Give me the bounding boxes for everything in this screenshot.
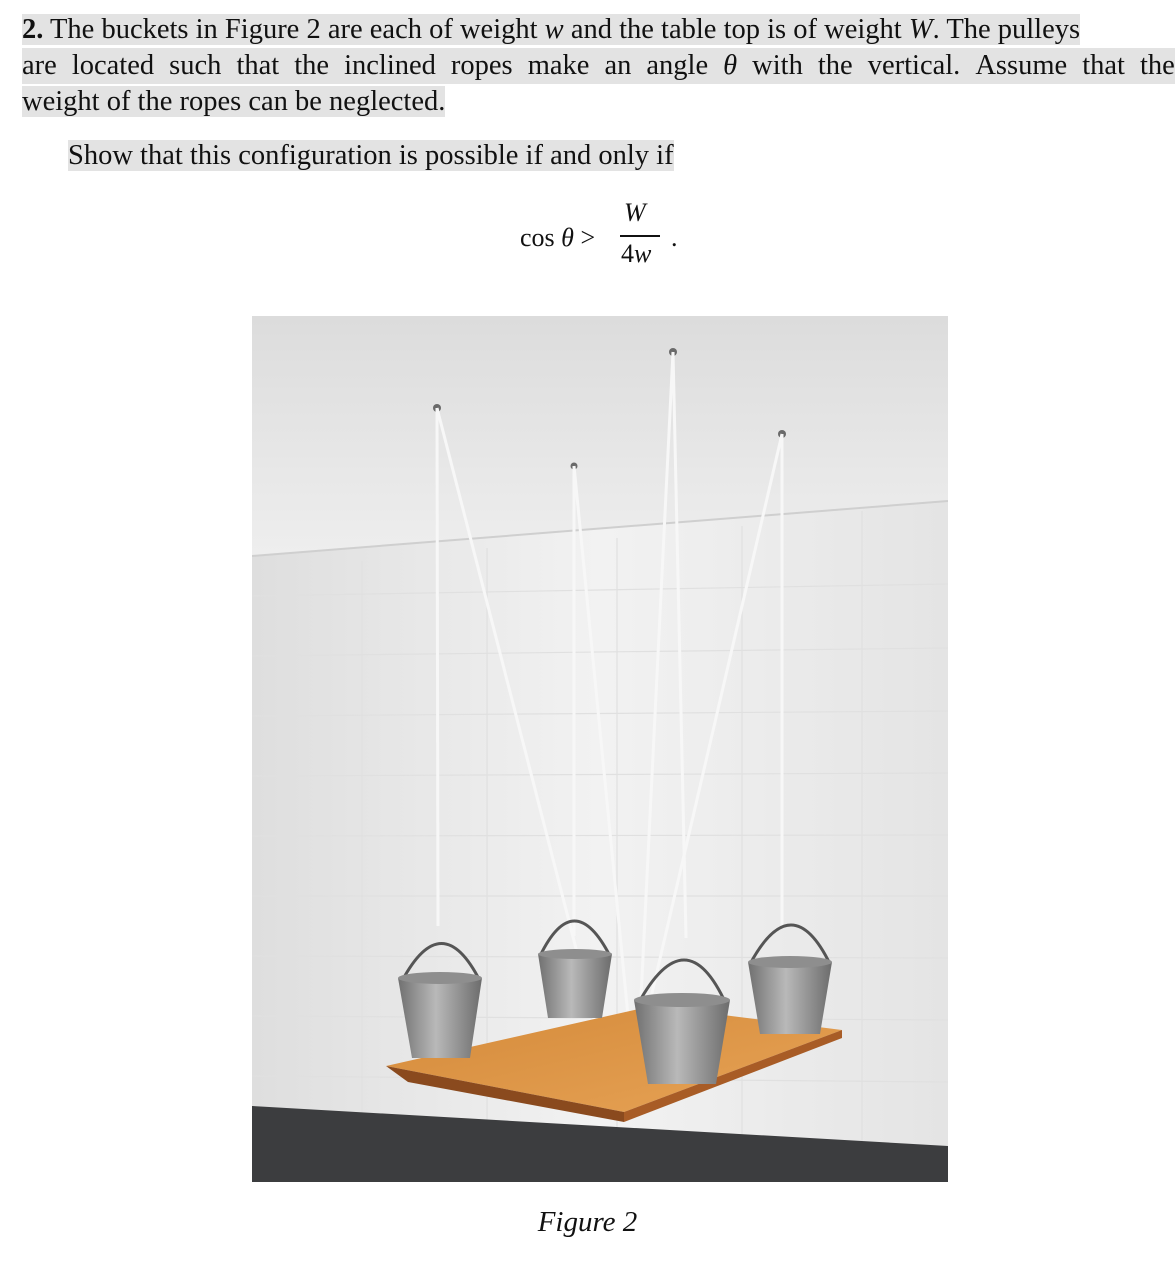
problem-line-1 xyxy=(22,12,1175,48)
formula-numerator: W xyxy=(624,198,646,227)
problem-line-2 xyxy=(22,48,1175,84)
inequality-formula xyxy=(520,198,690,274)
problem-number: 2. xyxy=(22,14,44,45)
formula-lhs: cos θ > xyxy=(520,223,596,252)
denominator-variable: w xyxy=(634,239,652,268)
formula-denominator xyxy=(621,239,651,269)
show-statement xyxy=(68,138,674,174)
buckets-table-photo xyxy=(252,316,948,1182)
figure-caption: Figure 2 xyxy=(537,1206,638,1238)
fraction-bar xyxy=(620,235,660,237)
problem-line-1-text: 2. The buckets in Figure 2 are each of weight w and the table top is of weight W. The pulleys xyxy=(22,14,1081,45)
problem-statement xyxy=(22,12,1175,120)
formula-period: . xyxy=(671,223,678,252)
problem-line-3-text: weight of the ropes can be neglected. xyxy=(22,86,446,117)
problem-line-3 xyxy=(22,84,1175,120)
problem-line-2-text: are located such that the inclined ropes make an angle θ with the vertical. Assume that the xyxy=(22,48,1175,84)
show-statement-text: Show that this configuration is possible if and only if xyxy=(68,140,674,171)
denominator-coefficient: 4 xyxy=(621,239,634,268)
